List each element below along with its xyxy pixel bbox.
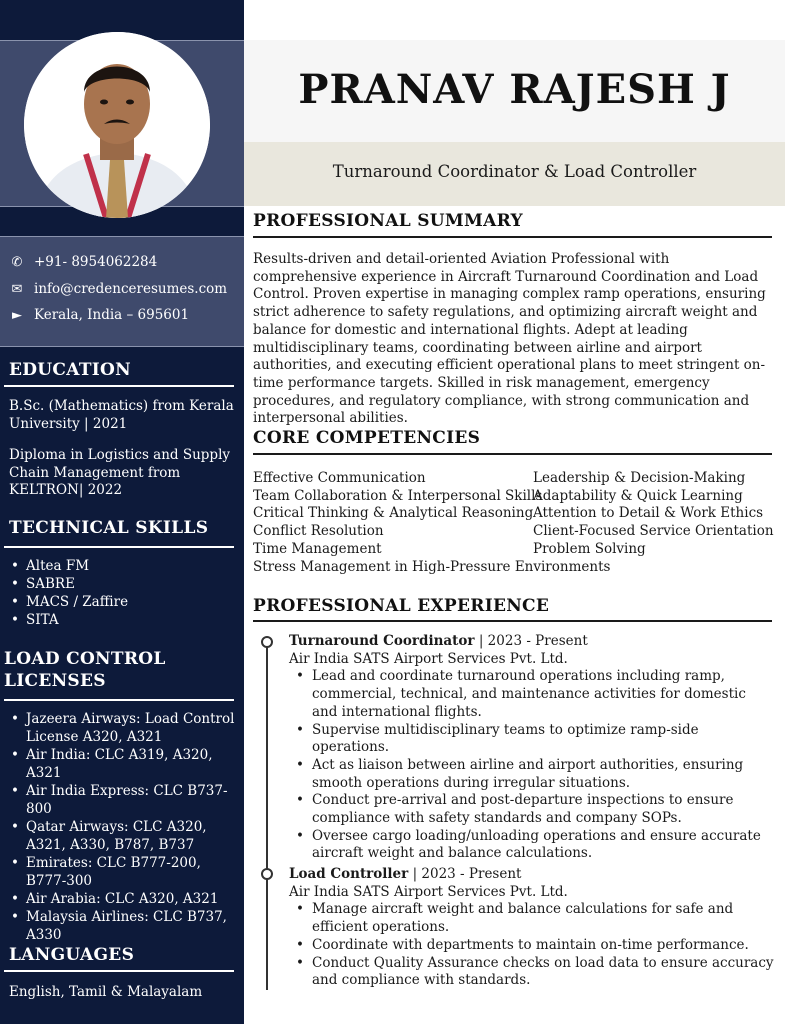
list-item: • Altea FM	[9, 557, 239, 575]
list-item: Leadership & Decision-Making	[533, 470, 746, 486]
list-item: • MACS / Zaffire	[9, 593, 239, 611]
list-item: • Air Arabia: CLC A320, A321	[9, 890, 237, 908]
list-item: • Malaysia Airlines: CLC B737, A330	[9, 908, 237, 944]
timeline-dot	[261, 868, 273, 880]
job-role: Load Controller	[289, 866, 409, 882]
job-bullets	[289, 901, 774, 990]
job-company: Air India SATS Airport Services Pvt. Ltd.	[289, 650, 568, 667]
email-text: info@credenceresumes.com	[34, 281, 228, 297]
sidebar	[0, 0, 244, 1024]
languages-text: English, Tamil & Malayalam	[9, 984, 203, 1000]
job-bullets	[289, 668, 774, 863]
competencies-rule	[253, 453, 772, 455]
list-item: • Lead and coordinate turnaround operations including ramp, commercial, technical, and maintenance activities for domestic and international flights.	[289, 668, 774, 721]
phone-text: +91- 8954062284	[34, 254, 158, 270]
job-period: | 2023 - Present	[478, 633, 588, 649]
technical-skills-heading: TECHNICAL SKILLS	[9, 518, 209, 538]
experience-rule	[253, 620, 772, 622]
list-item: Adaptability & Quick Learning	[533, 487, 743, 504]
list-item: Conflict Resolution	[253, 523, 384, 540]
summary-text: Results-driven and detail-oriented Aviation Professional with comprehensive experience in Aircraft Turnaround Coordination and Load Control. Proven expertise in managing complex ramp operations, ensuring strict adherence to safety regulations, and optimizing aircraft weight and balance for domestic and international flights. Adept at leading multidisciplinary teams, coordinating between airline and airport authorities, and executing efficient operational plans to meet stringent on-time performance targets. Skilled in risk management, emergency procedures, and regulatory compliance, with strong communication and interpersonal abilities.	[253, 251, 766, 427]
timeline-line	[266, 644, 268, 990]
list-item: Stress Management in High-Pressure Environments	[253, 558, 611, 575]
job-header	[289, 633, 774, 651]
contact-phone[interactable]	[9, 254, 157, 270]
languages-heading: LANGUAGES	[9, 945, 135, 965]
job-role: Turnaround Coordinator	[289, 633, 475, 649]
competencies-right-list	[533, 470, 774, 559]
list-item: • Coordinate with departments to maintain on-time performance.	[289, 937, 774, 955]
list-item: • Air India Express: CLC B737-800	[9, 782, 237, 818]
technical-skills-rule	[4, 546, 234, 548]
envelope-icon: ✉	[11, 281, 23, 297]
contact-email[interactable]	[9, 281, 227, 297]
experience-heading: PROFESSIONAL EXPERIENCE	[253, 596, 550, 616]
contact-location	[9, 307, 189, 323]
candidate-name: PRANAV RAJESH J	[298, 66, 731, 113]
location-text: Kerala, India – 695601	[34, 307, 190, 323]
list-item: • Jazeera Airways: Load Control License A320, A321	[9, 710, 237, 746]
list-item: • SABRE	[9, 575, 239, 593]
name-band	[244, 40, 785, 142]
list-item: • Emirates: CLC B777-200, B777-300	[9, 854, 237, 890]
title-band	[244, 142, 785, 206]
job-company: Air India SATS Airport Services Pvt. Ltd.	[289, 883, 568, 900]
list-item: • Supervise multidisciplinary teams to optimize ramp-side operations.	[289, 722, 774, 757]
list-item: • Manage aircraft weight and balance calculations for safe and efficient operations.	[289, 901, 774, 936]
experience-job	[289, 866, 774, 990]
education-item: Diploma in Logistics and Supply Chain Management from KELTRON| 2022	[9, 447, 231, 498]
education-rule	[4, 385, 234, 387]
licenses-list	[9, 710, 237, 944]
profile-photo	[24, 32, 210, 218]
technical-skills-list	[9, 557, 239, 629]
education-item: B.Sc. (Mathematics) from Kerala University | 2021	[9, 398, 234, 432]
experience-job	[289, 633, 774, 863]
list-item: Attention to Detail & Work Ethics	[533, 505, 764, 522]
competencies-heading: CORE COMPETENCIES	[253, 428, 481, 448]
list-item: Client-Focused Service Orientation	[533, 523, 774, 540]
summary-heading: PROFESSIONAL SUMMARY	[253, 211, 523, 231]
list-item: • Air India: CLC A319, A320, A321	[9, 746, 237, 782]
licenses-heading: LOAD CONTROL LICENSES	[4, 649, 166, 691]
list-item: • Act as liaison between airline and airport authorities, ensuring smooth operations during irregular situations.	[289, 757, 774, 792]
job-period: | 2023 - Present	[412, 866, 522, 882]
list-item: Problem Solving	[533, 540, 646, 557]
education-heading: EDUCATION	[9, 360, 131, 380]
list-item: • Conduct Quality Assurance checks on load data to ensure accuracy and compliance with standards.	[289, 955, 774, 990]
summary-rule	[253, 236, 772, 238]
list-item: • SITA	[9, 611, 239, 629]
location-arrow-icon: ►	[12, 307, 22, 323]
list-item: Time Management	[253, 540, 382, 557]
person-portrait-icon	[24, 32, 210, 218]
list-item: • Qatar Airways: CLC A320, A321, A330, B787, B737	[9, 818, 237, 854]
languages-rule	[4, 970, 234, 972]
timeline-dot	[261, 636, 273, 648]
phone-icon: ✆	[11, 254, 23, 270]
list-item: Team Collaboration & Interpersonal Skills	[253, 487, 543, 504]
list-item: • Conduct pre-arrival and post-departure inspections to ensure compliance with safety standards and company SOPs.	[289, 792, 774, 827]
list-item: Effective Communication	[253, 470, 426, 486]
job-title: Turnaround Coordinator & Load Controller	[332, 162, 697, 181]
list-item: Critical Thinking & Analytical Reasoning	[253, 505, 534, 522]
job-header	[289, 866, 774, 884]
list-item: • Oversee cargo loading/unloading operations and ensure accurate aircraft weight and balance calculations.	[289, 828, 774, 863]
licenses-rule	[4, 699, 234, 701]
